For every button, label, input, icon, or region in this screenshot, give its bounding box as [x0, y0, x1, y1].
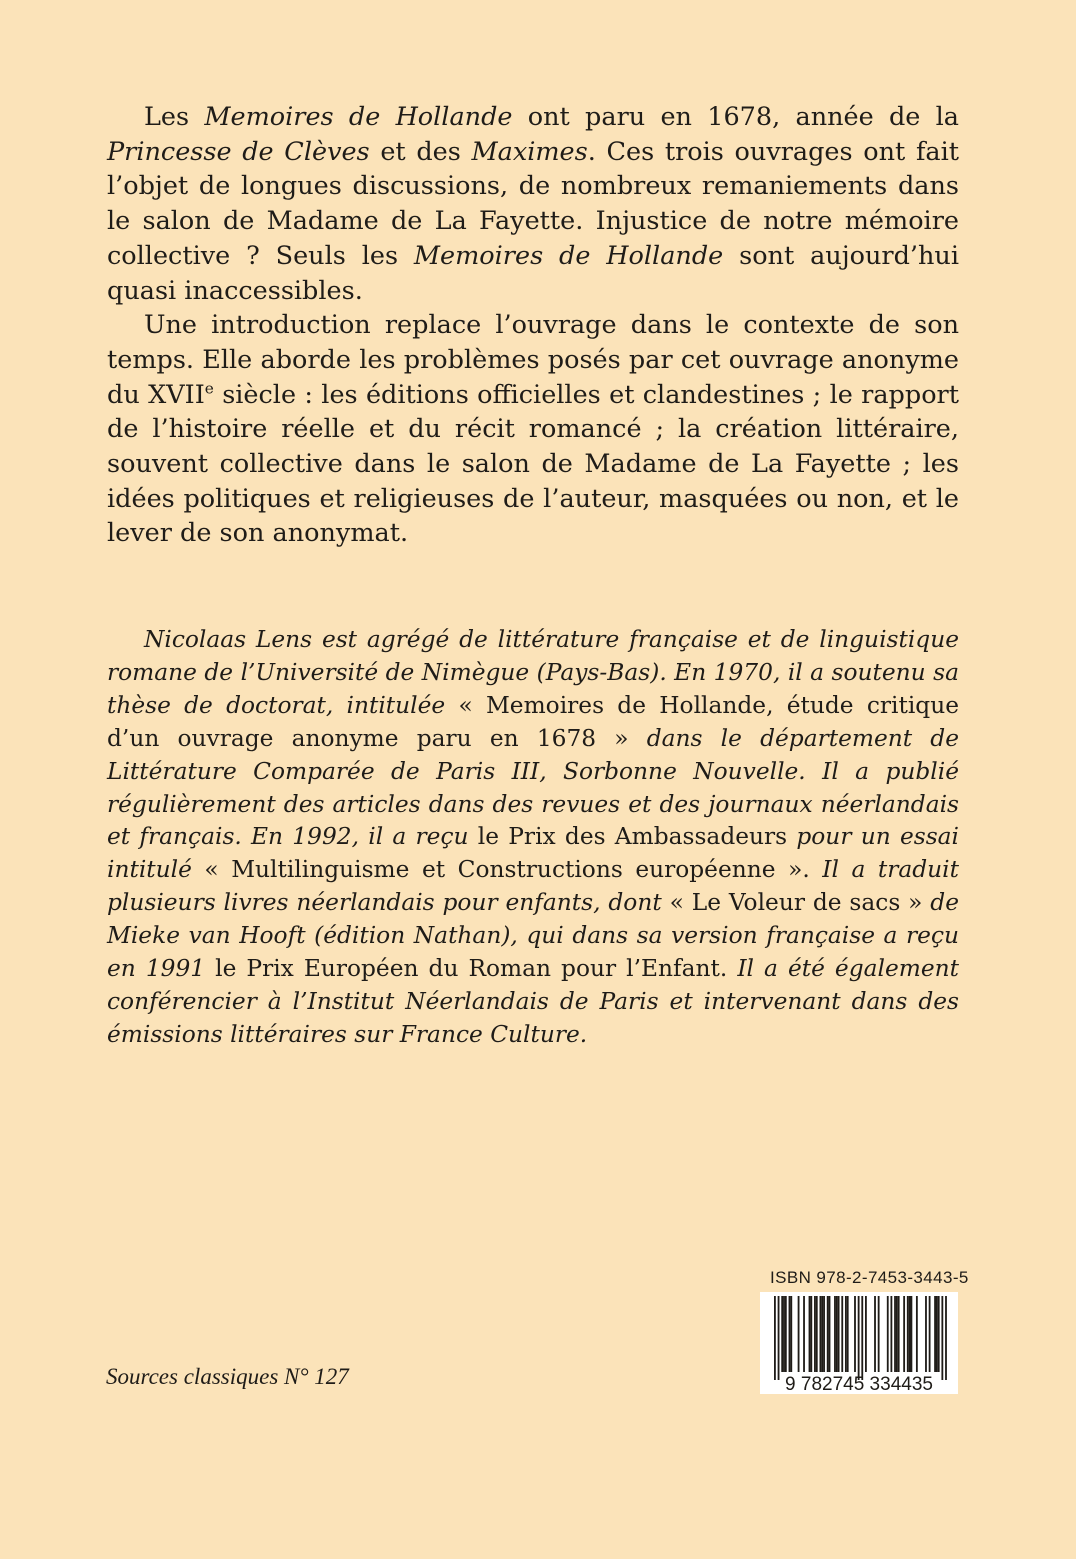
text-run: Les — [144, 102, 205, 132]
text-run: « Multilinguisme et Constructions européenne ». — [204, 856, 810, 884]
barcode-bar — [774, 1296, 776, 1380]
text-run: « Memoires de Hollande, étude critique d’un ouvrage anonyme paru en 1678 » — [107, 691, 959, 752]
barcode-bar — [820, 1296, 822, 1372]
text-run: de Mieke van Hooft (édition Nathan), qui dans sa version française a reçu en 1991 — [107, 889, 960, 983]
text-run: Une introduction replace l’ouvrage dans le contexte de son temps. Elle aborde les problèmes posés par cet ouvrage anonyme du XVII — [107, 310, 959, 410]
barcode-bar — [887, 1296, 889, 1372]
barcode-bar — [858, 1296, 860, 1380]
barcode-bar — [898, 1296, 900, 1372]
barcode-bar — [785, 1296, 787, 1372]
barcode-bar — [836, 1296, 838, 1372]
description-paragraph-2 — [107, 308, 959, 551]
text-run: siècle : les éditions officielles et clandestines ; le rapport de l’histoire réelle et du récit romancé ; la création littéraire, souvent collective dans le salon de Madame de La Fayette ; les idées politiques et religieuses de l’auteur, masquées ou non, et le lever de son anonymat. — [107, 379, 959, 549]
barcode-bar — [896, 1296, 898, 1372]
barcode-bar — [934, 1296, 936, 1372]
description-paragraph-1 — [107, 100, 959, 308]
barcode-bar — [803, 1296, 805, 1372]
series-label: Sources classiques N° 127 — [106, 1364, 349, 1389]
barcode-bar — [778, 1296, 780, 1380]
barcode-bar — [916, 1296, 918, 1372]
barcode-bar — [783, 1296, 785, 1372]
barcode-bar — [941, 1296, 943, 1380]
barcode-bar — [810, 1296, 812, 1372]
barcode-bar — [798, 1296, 800, 1372]
barcode-bar — [845, 1296, 847, 1372]
text-run: ont paru en 1678, année de la — [512, 102, 960, 132]
text-run: Il a été également conférencier à l’Institut Néerlandais de Paris et intervenant dans des émissions littéraires sur France Culture. — [107, 955, 959, 1048]
barcode-bar — [821, 1296, 823, 1372]
barcode-bar — [823, 1296, 825, 1372]
barcode-bar — [809, 1296, 811, 1372]
book-title: Memoires de Hollande — [204, 102, 513, 132]
text-run: . Ces trois ouvrages ont fait l’objet de longues discussions, de nombreux remaniements dans le salon de Madame de La Fayette. Injustice de notre mémoire collective ? Seuls les — [107, 136, 960, 271]
barcode-bar — [816, 1296, 818, 1372]
barcode-bar — [907, 1296, 909, 1372]
barcode-bar — [894, 1296, 896, 1372]
text-run: dans le département de Littérature Comparée de Paris III, Sorbonne Nouvelle. Il a publié régulièrement des articles dans des revues et des journaux néerlandais et français. En 1992, il a reçu — [107, 724, 960, 851]
barcode-bar — [865, 1296, 867, 1372]
barcode-digits: 9 782745 334435 — [785, 1374, 933, 1394]
barcode-bar — [829, 1296, 831, 1372]
barcode-bar — [827, 1296, 829, 1372]
text-run: sont aujourd’hui quasi inaccessibles. — [107, 240, 960, 306]
book-title: Maximes — [471, 136, 588, 167]
barcode-bar — [861, 1296, 863, 1380]
barcode-bar — [938, 1296, 940, 1372]
superscript: e — [204, 379, 214, 398]
barcode — [760, 1292, 958, 1394]
barcode-bar — [890, 1296, 892, 1372]
barcode-bar — [781, 1296, 783, 1372]
barcode-bar — [789, 1296, 791, 1372]
text-run: « Le Voleur de sacs » — [669, 889, 923, 917]
barcode-bar — [936, 1296, 938, 1372]
barcode-bar — [925, 1296, 927, 1372]
barcode-bar — [841, 1296, 843, 1372]
isbn-label: ISBN 978-2-7453-3443-5 — [770, 1268, 969, 1287]
barcode-bar — [874, 1296, 876, 1372]
barcode-bar — [834, 1296, 836, 1372]
text-run: le Prix des Ambassadeurs — [477, 823, 788, 851]
barcode-bar — [847, 1296, 849, 1372]
barcode-bar — [911, 1296, 913, 1372]
author-biography — [107, 624, 959, 1052]
text-run: le Prix Européen du Roman pour l’Enfant. — [215, 955, 728, 983]
barcode-bar — [878, 1296, 880, 1372]
text-run: et des — [369, 136, 472, 167]
barcode-bar — [909, 1296, 911, 1372]
barcode-bar — [790, 1296, 792, 1372]
text-run: Nicolaas Lens est agrégé de littérature française et de linguistique romane de l’Université de Nimègue (Pays-Bas). En 1970, il a soutenu sa thèse de doctorat, intitulée — [107, 626, 959, 719]
barcode-bar — [814, 1296, 816, 1372]
barcode-bar — [945, 1296, 947, 1380]
book-title: Princesse de Clèves — [107, 136, 370, 167]
book-title: Memoires de Hollande — [413, 240, 724, 271]
barcode-bar — [854, 1296, 856, 1372]
text-run: Il a traduit plusieurs livres néerlandais pour enfants, dont — [107, 856, 959, 917]
barcode-bar — [838, 1296, 840, 1372]
description — [107, 100, 959, 551]
barcode-bar — [929, 1296, 931, 1372]
barcode-bar — [903, 1296, 905, 1372]
text-run: pour un essai intitulé — [107, 823, 959, 884]
